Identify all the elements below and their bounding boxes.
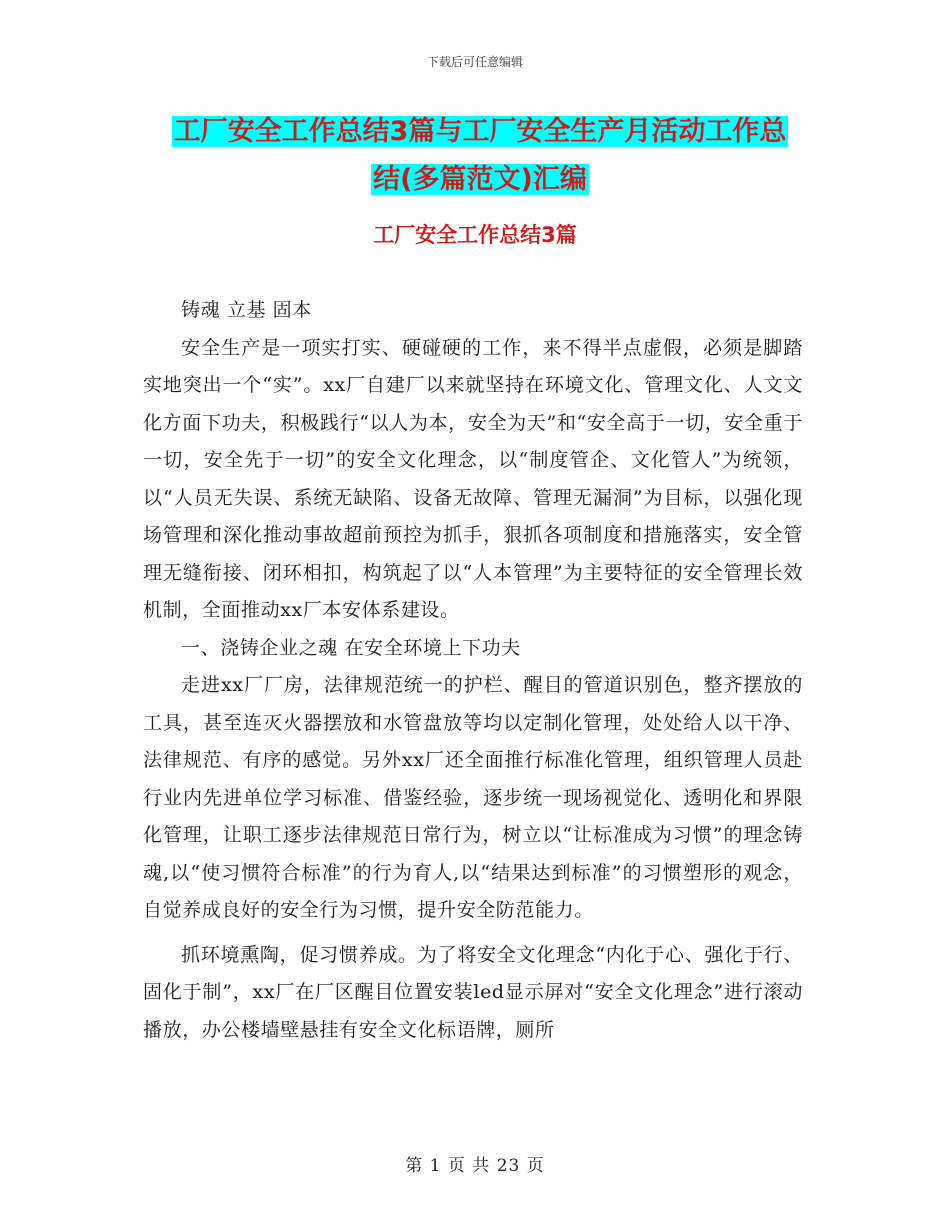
- document-title: [140, 108, 820, 204]
- page-footer: 第 1 页 共 23 页: [405, 1156, 545, 1176]
- document-body: [143, 292, 803, 1049]
- paragraph-section-heading: 一、浇铸企业之魂 在安全环境上下功夫: [181, 636, 521, 659]
- paragraph: 抓环境熏陶，促习惯养成。为了将安全文化理念“内化于心、强化于行、固化于制”，xx厂在厂区醒目位置安装led显示屏对“安全文化理念”进行滚动播放，办公楼墙壁悬挂有安全文化标语牌，厕所: [143, 943, 803, 1041]
- title-line-2: 结(多篇范文)汇编: [373, 164, 587, 195]
- title-line-1: 工厂安全工作总结3篇与工厂安全生产月活动工作总: [173, 116, 787, 147]
- paragraph-heading: 铸魂 立基 固本: [181, 299, 312, 321]
- section-title: 工厂安全工作总结3篇: [373, 223, 577, 247]
- header-note: 下载后可任意编辑: [426, 55, 523, 69]
- paragraph: 安全生产是一项实打实、硬碰硬的工作，来不得半点虚假，必须是脚踏实地突出一个“实”。xx厂自建厂以来就坚持在环境文化、管理文化、人文文化方面下功夫，积极践行“以人为本，安全为天”和“安全高于一切，安全重于一切，安全先于一切”的安全文化理念，以“制度管企、文化管人”为统领，以“人员无失误、系统无缺陷、设备无故障、管理无漏洞”为目标，以强化现场管理和深化推动事故超前预控为抓手，狠抓各项制度和措施落实，安全管理无缝衔接、闭环相扣，构筑起了以“人本管理”为主要特征的安全管理长效机制，全面推动xx厂本安体系建设。: [143, 336, 803, 621]
- paragraph: 走进xx厂厂房，法律规范统一的护栏、醒目的管道识别色，整齐摆放的工具，甚至连灭火器摆放和水管盘放等均以定制化管理，处处给人以干净、法律规范、有序的感觉。另外xx厂还全面推行标准化管理，组织管理人员赴行业内先进单位学习标准、借鉴经验，逐步统一现场视觉化、透明化和界限化管理，让职工逐步法律规范日常行为，树立以“让标准成为习惯”的理念铸魂,以“使习惯符合标准”的行为育人,以“结果达到标准”的习惯塑形的观念，自觉养成良好的安全行为习惯，提升安全防范能力。: [143, 674, 803, 921]
